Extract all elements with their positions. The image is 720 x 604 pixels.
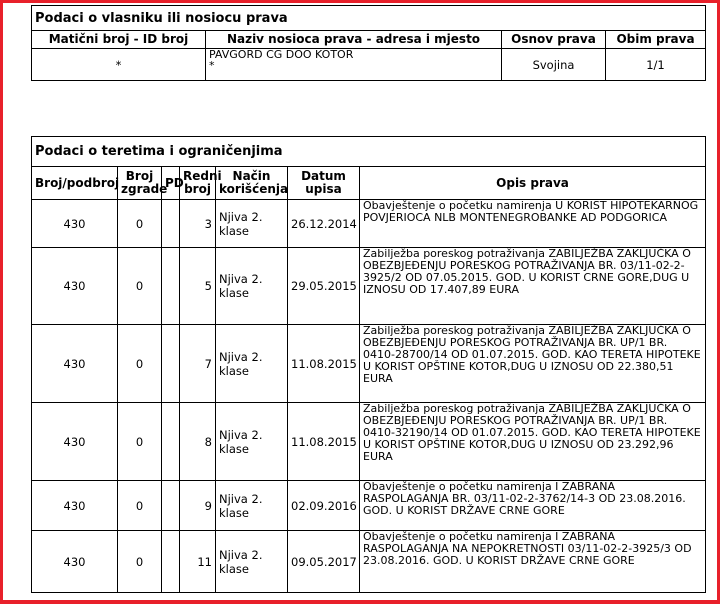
header-broj-zgrade: Broj zgrade <box>118 167 162 200</box>
cell-nacin: Njiva 2. klase <box>216 248 288 325</box>
cell-datum: 09.05.2017 <box>288 531 360 593</box>
header-broj-podbroj: Broj/podbroj <box>32 167 118 200</box>
burden-row <box>32 200 706 248</box>
cell-nacin: Njiva 2. klase <box>216 325 288 403</box>
cell-opis: Zabilježba poreskog potraživanja ZABILJEŽBA ZAKLJUČKA O OBEZBJEĐENJU PORESKOG POTRAŽIVANJA BR. 03/11-02-2-3925/2 OD 07.05.2015. GOD. U KORIST CRNE GORE,DUG U IZNOSU OD 17.407,89 EURA <box>360 248 706 325</box>
cell-datum: 26.12.2014 <box>288 200 360 248</box>
cell-pd <box>162 481 180 531</box>
burden-table <box>31 136 706 593</box>
owner-row <box>32 49 706 81</box>
cell-pd <box>162 248 180 325</box>
cell-nacin: Njiva 2. klase <box>216 481 288 531</box>
cell-nacin: Njiva 2. klase <box>216 200 288 248</box>
header-datum-upisa: Datum upisa <box>288 167 360 200</box>
cell-opis: Zabilježba poreskog potraživanja ZABILJEŽBA ZAKLJUČKA O OBEZBJEĐENJU PORESKOG POTRAŽIVANJA BR. UP/1 BR. 0410-28700/14 OD 01.07.2015. GOD. KAO TERETA HIPOTEKE U KORIST OPŠTINE KOTOR,DUG U IZNOSU OD 22.380,51 EURA <box>360 325 706 403</box>
cell-pd <box>162 531 180 593</box>
cell-redni: 3 <box>180 200 216 248</box>
cell-redni: 5 <box>180 248 216 325</box>
cell-zgrade: 0 <box>118 325 162 403</box>
header-naziv-nosioca: Naziv nosioca prava - adresa i mjesto <box>206 31 502 49</box>
burden-row <box>32 403 706 481</box>
cell-redni: 8 <box>180 403 216 481</box>
cell-broj: 430 <box>32 325 118 403</box>
cell-broj: 430 <box>32 531 118 593</box>
cell-broj: 430 <box>32 248 118 325</box>
cell-opis: Obavještenje o početku namirenja I ZABRANA RASPOLAGANJA BR. 03/11-02-2-3762/14-3 OD 23.08.2016. GOD. U KORIST DRŽAVE CRNE GORE <box>360 481 706 531</box>
cell-datum: 29.05.2015 <box>288 248 360 325</box>
header-osnov-prava: Osnov prava <box>502 31 606 49</box>
cell-pd <box>162 403 180 481</box>
owner-address: * <box>209 59 215 72</box>
cell-opis: Obavještenje o početku namirenja U KORIST HIPOTEKARNOG POVJERIOCA NLB MONTENEGROBANKE AD PODGORICA <box>360 200 706 248</box>
burden-row <box>32 325 706 403</box>
cell-nacin: Njiva 2. klase <box>216 531 288 593</box>
header-pd: PD <box>162 167 180 200</box>
cell-redni: 9 <box>180 481 216 531</box>
cell-broj: 430 <box>32 200 118 248</box>
cell-datum: 11.08.2015 <box>288 403 360 481</box>
cell-opis: Obavještenje o početku namirenja I ZABRANA RASPOLAGANJA NA NEPOKRETNOSTI 03/11-02-2-3925/3 OD 23.08.2016. GOD. U KORIST DRŽAVE CRNE GORE <box>360 531 706 593</box>
header-redni-broj: Redni broj <box>180 167 216 200</box>
cell-nacin: Njiva 2. klase <box>216 403 288 481</box>
cell-redni: 7 <box>180 325 216 403</box>
burden-row <box>32 531 706 593</box>
cell-datum: 11.08.2015 <box>288 325 360 403</box>
cell-opis: Zabilježba poreskog potraživanja ZABILJEŽBA ZAKLJUČKA O OBEZBJEĐENJU PORESKOG POTRAŽIVANJA BR. UP/1 BR. 0410-32190/14 OD 01.07.2015. GOD. KAO TERETA HIPOTEKE U KORIST OPŠTINE KOTOR,DUG U IZNOSU OD 23.292,96 EURA <box>360 403 706 481</box>
owner-name-cell <box>206 49 502 81</box>
owner-section-title: Podaci o vlasniku ili nosiocu prava <box>32 6 706 31</box>
cell-pd <box>162 200 180 248</box>
owner-obim-value: 1/1 <box>606 49 706 81</box>
burden-section-title: Podaci o teretima i ograničenjima <box>32 137 706 167</box>
cell-zgrade: 0 <box>118 248 162 325</box>
header-maticni-broj: Matični broj - ID broj <box>32 31 206 49</box>
burden-row <box>32 248 706 325</box>
cell-redni: 11 <box>180 531 216 593</box>
cell-datum: 02.09.2016 <box>288 481 360 531</box>
cell-zgrade: 0 <box>118 200 162 248</box>
header-nacin-koriscenja: Način korišćenja <box>216 167 288 200</box>
cell-broj: 430 <box>32 403 118 481</box>
burden-row <box>32 481 706 531</box>
owner-maticni-value: * <box>32 49 206 81</box>
cell-pd <box>162 325 180 403</box>
owner-table <box>31 5 706 81</box>
cell-zgrade: 0 <box>118 403 162 481</box>
owner-osnov-value: Svojina <box>502 49 606 81</box>
header-opis-prava: Opis prava <box>360 167 706 200</box>
cell-broj: 430 <box>32 481 118 531</box>
header-obim-prava: Obim prava <box>606 31 706 49</box>
cell-zgrade: 0 <box>118 531 162 593</box>
cell-zgrade: 0 <box>118 481 162 531</box>
owner-name: PAVGORD CG DOO KOTOR <box>209 48 354 61</box>
